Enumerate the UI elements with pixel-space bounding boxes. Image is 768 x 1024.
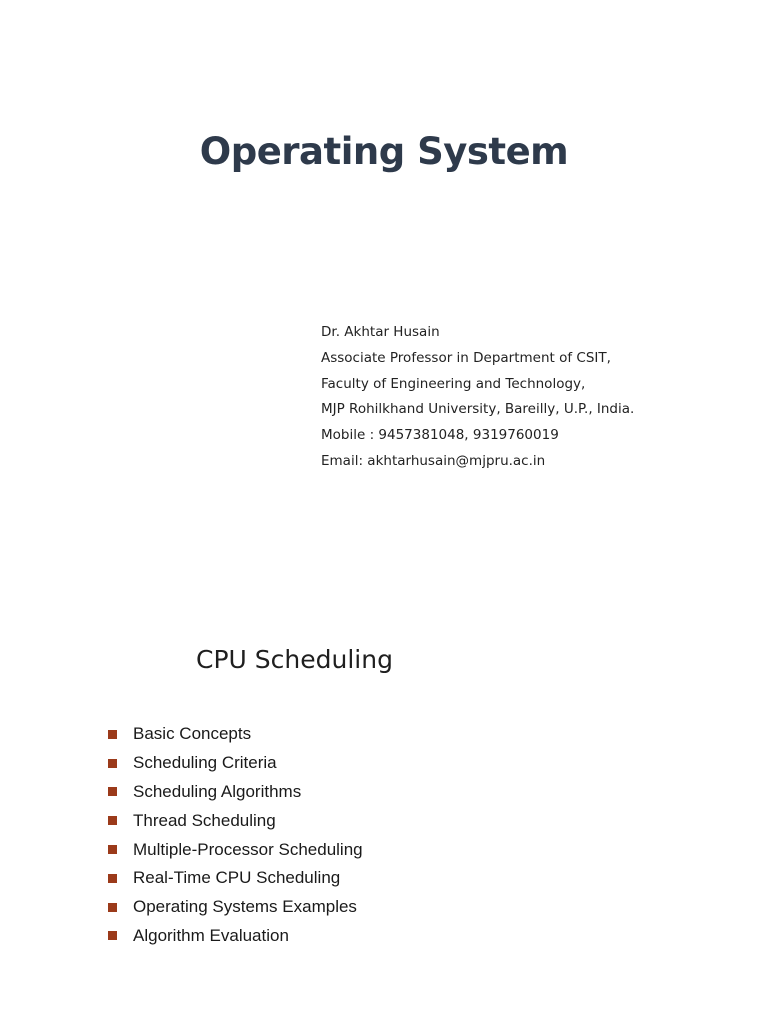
list-item-label: Scheduling Algorithms — [133, 781, 302, 801]
square-bullet-icon — [108, 845, 117, 854]
list-item-label: Real-Time CPU Scheduling — [133, 868, 341, 888]
author-mobile: Mobile : 9457381048, 9319760019 — [321, 427, 559, 444]
square-bullet-icon — [108, 730, 117, 739]
list-item — [108, 806, 363, 835]
author-email: Email: akhtarhusain@mjpru.ac.in — [321, 452, 546, 469]
list-item — [108, 835, 363, 864]
square-bullet-icon — [108, 931, 117, 940]
slide-title: Operating System — [199, 130, 569, 173]
author-name: Dr. Akhtar Husain — [321, 324, 440, 340]
author-faculty: Faculty of Engineering and Technology, — [321, 375, 586, 392]
author-info — [321, 320, 761, 475]
list-item-label: Basic Concepts — [133, 724, 252, 744]
list-item — [108, 864, 363, 893]
square-bullet-icon — [108, 903, 117, 912]
list-item-label: Algorithm Evaluation — [133, 925, 289, 945]
author-position: Associate Professor in Department of CSIT, — [321, 349, 611, 366]
list-item-label: Operating Systems Examples — [133, 897, 357, 917]
square-bullet-icon — [108, 816, 117, 825]
list-item — [108, 922, 363, 951]
list-item — [108, 778, 363, 807]
square-bullet-icon — [108, 787, 117, 796]
list-item — [108, 893, 363, 922]
topic-list — [108, 720, 363, 950]
section-heading: CPU Scheduling — [196, 645, 393, 674]
author-university: MJP Rohilkhand University, Bareilly, U.P., India. — [321, 401, 635, 418]
list-item-label: Thread Scheduling — [133, 810, 276, 830]
list-item — [108, 720, 363, 749]
square-bullet-icon — [108, 874, 117, 883]
list-item-label: Multiple-Processor Scheduling — [133, 839, 363, 859]
list-item — [108, 749, 363, 778]
list-item-label: Scheduling Criteria — [133, 753, 277, 773]
square-bullet-icon — [108, 759, 117, 768]
